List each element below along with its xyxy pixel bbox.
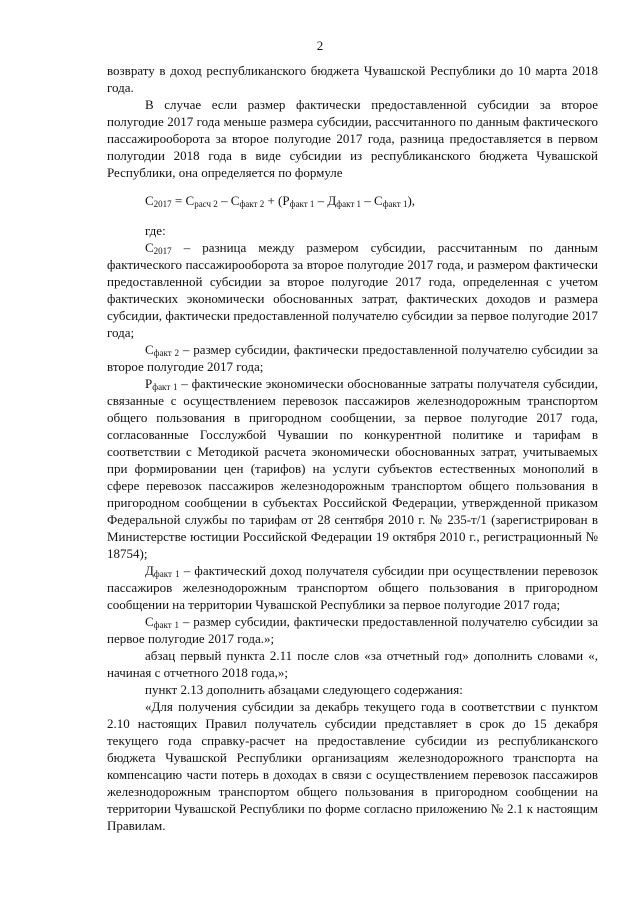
formula-cfakt2-sub: факт 2 (239, 199, 265, 209)
paragraph-continuation: возврату в доход республиканского бюджета Чувашской Республики до 10 марта 2018 года. (107, 63, 598, 95)
paragraph-amendment-2-13: пункт 2.13 дополнить абзацами следующего содержания: (145, 682, 463, 697)
formula-c2017-symbol: С (145, 193, 154, 208)
definition-subscript: факт 1 (153, 620, 180, 630)
formula-r-symbol: Р (282, 193, 290, 208)
definition-dfakt1 (107, 562, 598, 613)
definition-text: – фактический доход получателя субсидии при осуществлении перевозок пассажиров железнодорожным транспортом общего пользования в пригородном сообщении на территории Чувашской Республики за первое полугодие 2017 года; (107, 563, 599, 612)
definition-cfakt1 (107, 613, 598, 647)
paragraph-condition: В случае если размер фактически предоставленной субсидии за второе полугодие 2017 года меньше размера субсидии, рассчитанного по данным фактического пассажирооборота за второе полугодие 2017 года, разница предоставляется в первом полугодии 2018 года в виде субсидии из республиканского бюджета Чувашской Республики, она определяется по формуле (107, 97, 598, 180)
formula-minus-2: – (314, 193, 328, 208)
formula-crasch-symbol: С (185, 193, 195, 208)
definition-c2017 (107, 239, 598, 341)
definition-subscript: 2017 (153, 246, 172, 256)
definition-subscript: факт 1 (152, 382, 178, 392)
formula-d-symbol: Д (327, 193, 337, 208)
formula-minus-3: – (361, 193, 375, 208)
formula (145, 192, 598, 209)
formula-cfakt1-sub: факт 1 (382, 199, 408, 209)
formula-minus-1: – (217, 193, 231, 208)
definition-subscript: факт 2 (153, 348, 180, 358)
formula-c2017-sub: 2017 (153, 199, 172, 209)
paragraph-amendment-2-11: абзац первый пункта 2.11 после слов «за отчетный год» дополнить словами «, начиная с отчетного 2018 года,»; (107, 648, 598, 680)
definition-rfakt1 (107, 375, 598, 562)
definition-symbol: С (145, 240, 154, 255)
definition-subscript: факт 1 (153, 569, 180, 579)
paragraph-quoted-text: «Для получения субсидии за декабрь текущего года в соответствии с пунктом 2.10 настоящих Правил получатель субсидии представляет в срок до 15 декабря текущего года справку-расчет на предоставление субсидии из республиканского бюджета Чувашской Республики организациям железнодорожного транспорта на компенсацию части потерь в доходах в связи с осуществлением перевозок пассажиров железнодорожным транспортом общего пользования в пригородном сообщении на территории Чувашской Республики по форме согласно приложению № 2.1 к настоящим Правилам. (107, 699, 598, 833)
definition-text: – фактические экономически обоснованные затраты получателя субсидии, связанные с осуществлением перевозок пассажиров железнодорожным транспортом общего пользования в пригородном сообщении, за первое полугодие 2017 года, согласованные Госслужбой Чувашии по конкурентной политике и тарифам в соответствии с Методикой расчета экономически обоснованных затрат, учитываемых при формировании цен (тарифов) на услуги субъектов естественных монополий в сфере перевозок пассажиров железнодорожным транспортом общего пользования в пригородном сообщении в субъектах Российской Федерации, утвержденной приказом Федеральной службы по тарифам от 28 сентября 2010 г. № 235-т/1 (зарегистрирован в Министерстве юстиции Российской Федерации 19 октября 2010 г., регистрационный № 18754); (107, 376, 598, 561)
definition-cfakt2 (107, 341, 598, 375)
page-number: 2 (316, 38, 324, 53)
definition-symbol: С (145, 342, 154, 357)
formula-cfakt1-symbol: С (374, 193, 383, 208)
where-label: где: (145, 223, 166, 238)
formula-plus: + ( (264, 193, 283, 208)
formula-r-sub: факт 1 (289, 199, 315, 209)
formula-close: ), (407, 193, 416, 208)
formula-eq: = (171, 193, 186, 208)
document-body (107, 62, 598, 834)
definition-text: – размер субсидии, фактически предоставленной получателю субсидии за второе полугодие 2017 года; (107, 342, 599, 374)
definition-symbol: Д (145, 563, 154, 578)
definition-symbol: Р (145, 376, 153, 391)
definition-symbol: С (145, 614, 154, 629)
formula-crasch-sub: расч 2 (194, 199, 218, 209)
formula-cfakt2-symbol: С (230, 193, 240, 208)
definition-text: – разница между размером субсидии, рассчитанным по данным фактического пассажирооборота за второе полугодие 2017 года, и размером фактически предоставленной субсидии за второе полугодие 2017 года, определенная с учетом фактических экономически обоснованных затрат, фактических доходов и размера субсидии, фактически предоставленной получателю субсидии за первое полугодие 2017 года; (107, 240, 598, 340)
definition-text: – размер субсидии, фактически предоставленной получателю субсидии за первое полугодие 2017 года.»; (107, 614, 599, 646)
formula-d-sub: факт 1 (336, 199, 362, 209)
